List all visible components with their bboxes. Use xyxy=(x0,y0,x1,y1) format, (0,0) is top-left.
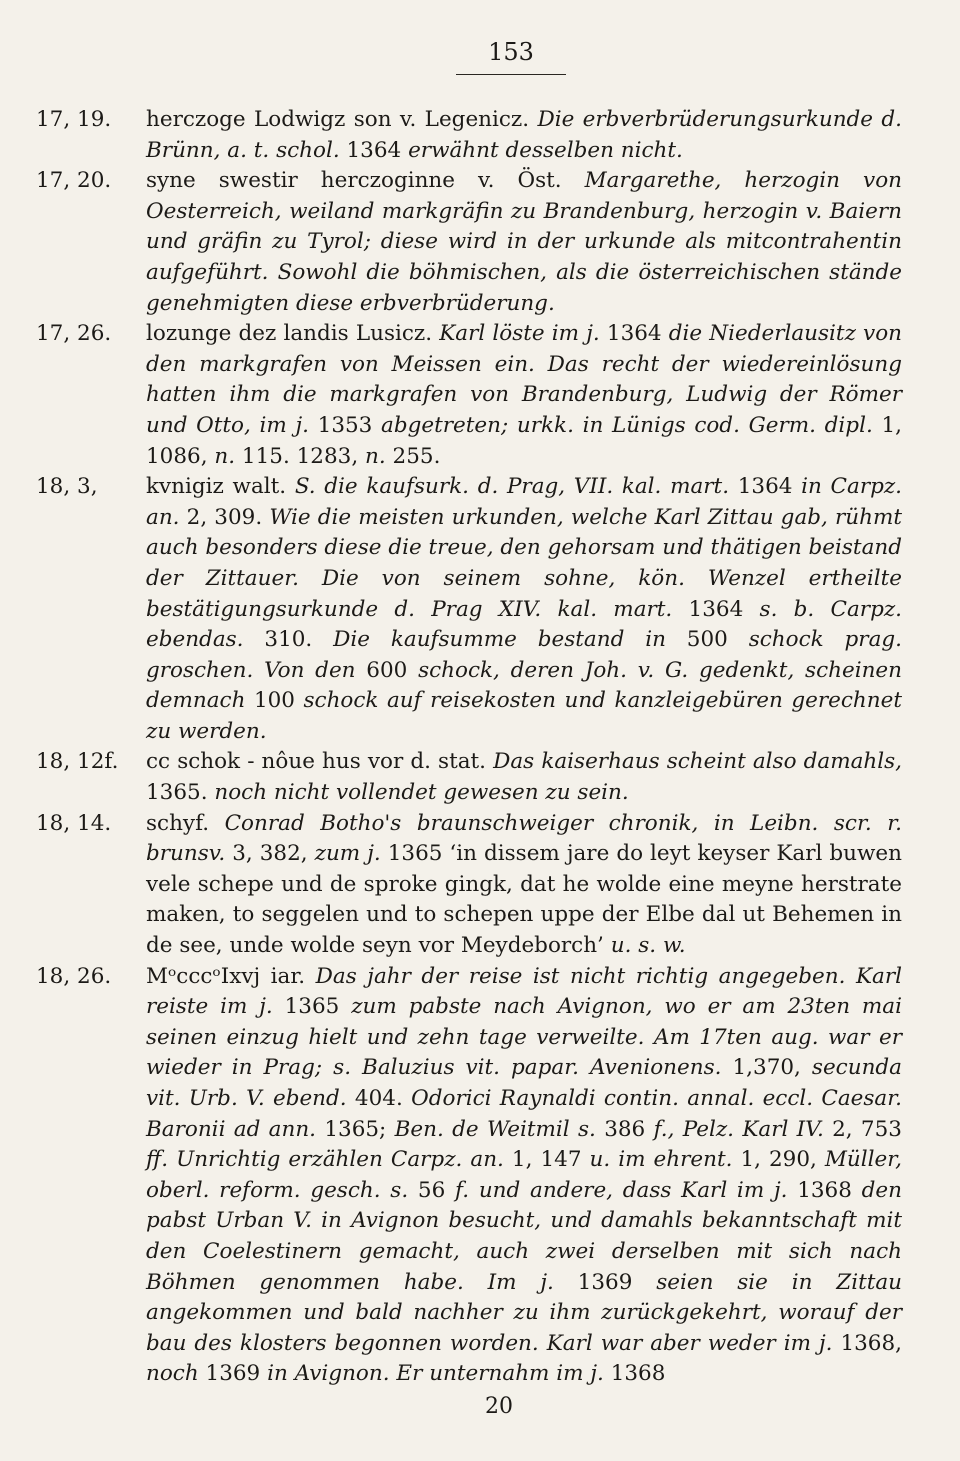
italic-text-run: Odorici Raynaldi contin. annal. eccl. Caesar. Baronii ad ann. xyxy=(146,1086,902,1142)
roman-text-run: 1369 xyxy=(553,1269,657,1295)
italic-text-run: zum j. xyxy=(314,841,381,867)
italic-text-run: Das kaiserhaus scheint also damahls, xyxy=(493,749,902,775)
italic-text-run: erwähnt desselben nicht. xyxy=(408,137,683,163)
italic-text-run: in Avignon. Er unternahm im j. xyxy=(267,1361,604,1387)
italic-text-run: Ben. de Weitmil s. xyxy=(394,1116,596,1142)
italic-text-run: f. und andere, dass Karl im j. xyxy=(455,1177,788,1203)
italic-text-run: S. die kaufsurk. d. Prag, VII. kal. mart. xyxy=(294,474,730,500)
roman-text-run: MᵒcccᵒIxvj iar. xyxy=(146,963,316,989)
roman-text-run: 1364 xyxy=(729,474,802,500)
italic-text-run: schock prag. groschen. Von den xyxy=(146,627,902,683)
roman-text-run: schyf. xyxy=(146,810,225,836)
line-reference: 18, 12f. xyxy=(36,749,119,775)
italic-text-run: abgetreten; urkk. in Lünigs cod. Germ. dipl. xyxy=(381,412,873,438)
roman-text-run: 1365 ‘in dissem jare do leyt keyser Karl buwen vele schepe und de sproke gingk, dat he wolde eine meyne herstrate maken, to seggelen und to schepen uppe der Elbe dal ut Behemen in de see, unde wolde seyn vor Meydeborch’ xyxy=(146,841,902,959)
roman-text-run: 1365. xyxy=(146,780,215,806)
roman-text-run: 115. 1283, xyxy=(235,443,366,469)
italic-text-run: seien sie in Zittau angekommen und bald nachher zu ihm zurückgekehrt, worauf der bau des klosters begonnen worden. Karl war aber weder im j. xyxy=(146,1269,903,1356)
entry-text xyxy=(146,166,902,319)
roman-text-run: herczoge Lodwigz son v. Legenicz. xyxy=(146,107,538,132)
roman-text-run: 1, 1086, xyxy=(146,412,902,469)
italic-text-run: schock, deren Joh. v. G. gedenkt, scheinen demnach xyxy=(146,657,902,714)
italic-text-run: ff. Unrichtig erzählen Carpz. an. xyxy=(146,1147,504,1173)
commentary-entry xyxy=(36,472,902,747)
italic-text-run: secunda vit. Urb. V. ebend. xyxy=(146,1055,902,1111)
entry-text xyxy=(146,472,902,747)
italic-text-run: den pabst Urban V. in Avignon besucht, und damahls bekanntschaft mit den Coelestinern gemacht, auch zwei derselben mit sich nach Böhmen genommen habe. Im j. xyxy=(146,1177,903,1295)
roman-text-run: 100 xyxy=(245,688,304,714)
roman-text-run: 1368, xyxy=(832,1330,902,1356)
line-reference: 17, 26. xyxy=(36,321,112,347)
italic-text-run: Die erbverbrüderungsurkunde d. Brünn, a. t. schol. xyxy=(146,107,902,163)
roman-text-run: 500 xyxy=(665,627,749,653)
roman-text-run: 600 xyxy=(355,657,419,683)
commentary-entry xyxy=(36,809,902,962)
roman-text-run: 1368 xyxy=(787,1177,862,1203)
italic-text-run: u. s. w. xyxy=(610,933,686,959)
roman-text-run: 1364 xyxy=(672,596,760,622)
roman-text-run: cc schok - nôue hus vor d. stat. xyxy=(146,749,494,775)
commentary-entry xyxy=(36,962,902,1390)
roman-text-run: 1364 xyxy=(599,321,669,347)
roman-text-run: 3, 382, xyxy=(225,841,315,867)
italic-text-run: n. xyxy=(365,443,386,469)
roman-text-run: lozunge dez landis Lusicz. xyxy=(146,321,440,347)
roman-text-run: 1,370, xyxy=(721,1055,812,1081)
roman-text-run: 1365 xyxy=(272,994,352,1020)
line-reference: 18, 14. xyxy=(36,810,112,836)
commentary-entry xyxy=(36,747,902,808)
roman-text-run: 1365; xyxy=(316,1116,395,1142)
italic-text-run: s. b. Carpz. ebendas. xyxy=(146,596,903,653)
roman-text-run: kvnigiz walt. xyxy=(146,474,295,500)
commentary-entry xyxy=(36,166,902,319)
entry-text xyxy=(146,962,902,1390)
italic-text-run: in Carpz. an. xyxy=(146,474,903,530)
roman-text-run: 1364 xyxy=(339,137,409,163)
roman-text-run: 1353 xyxy=(308,412,382,438)
roman-text-run: 1, 147 xyxy=(503,1147,590,1173)
entry-text xyxy=(146,105,902,166)
roman-text-run: 1369 xyxy=(198,1361,268,1387)
italic-text-run: noch xyxy=(146,1361,199,1387)
roman-text-run: syne swestir herczoginne v. Öst. xyxy=(146,168,585,194)
italic-text-run: schock auf reisekosten und kanzleigebüren gerechnet zu werden. xyxy=(146,688,902,744)
entry-text xyxy=(146,809,902,962)
roman-text-run: 1, 290, xyxy=(732,1147,825,1173)
entry-text xyxy=(146,747,902,808)
italic-text-run: Margarethe, herzogin von Oesterreich, weiland markgräfin zu Brandenburg, herzogin v. Baiern und gräfin zu Tyrol; diese wird in der urkunde als mitcontrahentin aufgeführt. Sowohl die böhmischen, als die österreichischen stände genehmigten diese erbverbrüderung. xyxy=(146,168,902,316)
commentary-entries xyxy=(36,105,902,1390)
roman-text-run: 2, 753 xyxy=(823,1116,902,1142)
italic-text-run: Karl löste im j. xyxy=(439,321,600,347)
roman-text-run: 255. xyxy=(385,443,441,469)
italic-text-run: u. im ehrent. xyxy=(589,1147,733,1173)
roman-text-run: 56 xyxy=(408,1177,456,1203)
line-reference: 17, 20. xyxy=(36,168,112,194)
roman-text-run: 404. xyxy=(346,1086,412,1111)
roman-text-run: 2, 309. xyxy=(179,504,270,530)
page-number: 153 xyxy=(456,38,566,75)
italic-text-run: n. xyxy=(214,443,236,469)
commentary-entry xyxy=(36,319,902,472)
line-reference: 17, 19. xyxy=(36,107,112,132)
line-reference: 18, 26. xyxy=(36,963,112,989)
commentary-entry xyxy=(36,105,902,166)
line-reference: 18, 3, xyxy=(36,474,98,500)
roman-text-run: 1368 xyxy=(603,1361,666,1387)
italic-text-run: Wie die meisten urkunden, welche Karl Zittau gab, rühmt auch besonders diese die treue, den gehorsam und thätigen beistand der Zittauer. Die von seinem sohne, kön. Wenzel ertheilte bestätigungsurkunde d. Prag XIV. kal. mart. xyxy=(146,504,903,622)
italic-text-run: Die kaufsumme bestand in xyxy=(333,627,666,653)
italic-text-run: Conrad Botho's braunschweiger chronik, in Leibn. scr. r. brunsv. xyxy=(146,810,902,867)
roman-text-run: 386 xyxy=(595,1116,654,1142)
roman-text-run: 310. xyxy=(243,627,334,653)
italic-text-run: zum pabste nach Avignon, wo er am 23ten mai seinen einzug hielt und zehn tage verweilte. Am 17ten aug. war er wieder in Prag; s. Baluzius vit. papar. Avenionens. xyxy=(146,994,902,1081)
italic-text-run: noch nicht vollendet gewesen zu sein. xyxy=(214,780,629,806)
signature-mark: 20 xyxy=(485,1393,513,1419)
italic-text-run: die Niederlausitz von den markgrafen von Meissen ein. Das recht der wiedereinlösung hatten ihm die markgrafen von Brandenburg, Ludwig der Römer und Otto, im j. xyxy=(146,321,902,438)
entry-text xyxy=(146,319,902,472)
italic-text-run: f., Pelz. Karl IV. xyxy=(653,1116,824,1142)
italic-text-run: Das jahr der reise ist nicht richtig angegeben. Karl reiste im j. xyxy=(146,963,903,1020)
italic-text-run: Müller, oberl. reform. gesch. s. xyxy=(146,1147,903,1203)
